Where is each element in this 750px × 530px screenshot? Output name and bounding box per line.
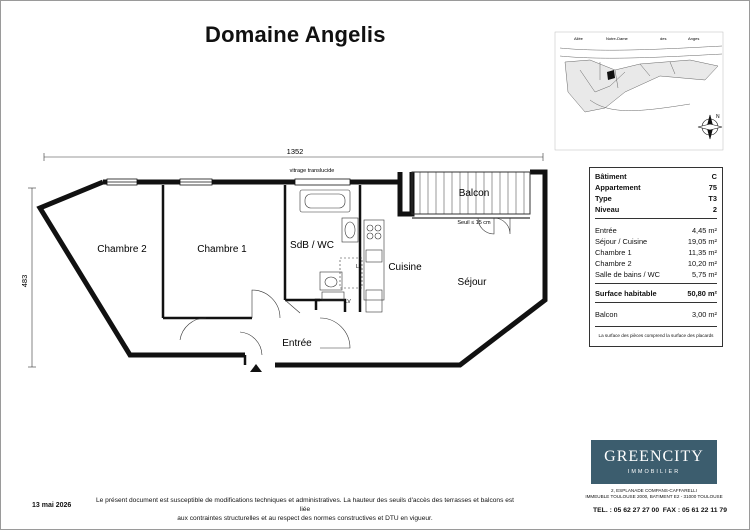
company-tel: TEL. : 05 62 27 27 00 [593,507,660,514]
compass-label: N [716,114,720,120]
site-street-3: des [660,36,667,41]
info-batiment: Bâtiment C [595,172,717,181]
entrance-marker [250,364,262,372]
info-note: La surface des pièces comprend la surface des placards [598,333,714,338]
exterior-walls [40,172,545,365]
room-chambre-1: Chambre 1 [197,244,247,255]
site-plan [555,32,723,150]
company-fax: FAX : 05 61 22 11 79 [662,507,727,514]
dimension-height-label: 483 [20,274,29,288]
room-chambre-2: Chambre 2 [97,244,147,255]
site-street-4: Anges [688,36,700,41]
company-address: 2, ESPLANADE COMPANS-CAFFARELLI IMMEUBLE TOULOUSE 2000, BATIMENT E2 - 31000 TOULOUSE [585,488,723,499]
surface-chambre-1: Chambre 1 11,35 m² [595,248,717,257]
surface-habitable: Surface habitable 50,80 m² [595,289,717,298]
document-date: 13 mai 2026 [32,502,72,509]
info-separator [595,218,717,219]
apartment-info-table [589,167,723,347]
site-street-2: Notre-Dame [606,36,628,41]
room-balcon: Balcon [458,188,490,199]
dimension-height [28,188,36,367]
surface-entree: Entrée 4,45 m² [595,226,717,235]
info-separator-3 [595,302,717,303]
room-entree: Entrée [282,338,312,349]
room-sejour: Séjour [457,277,487,288]
surface-sdb-wc: Salle de bains / WC 5,75 m² [595,270,717,279]
info-type: Type T3 [595,194,717,203]
site-street-1: Allée [574,36,583,41]
info-appartement: Appartement 75 [595,183,717,192]
info-niveau: Niveau 2 [595,205,717,214]
surface-chambre-2: Chambre 2 10,20 m² [595,259,717,268]
dimension-width-label: 1352 [286,147,304,156]
logo-tagline: IMMOBILIER [627,469,681,475]
room-sdb-wc: SdB / WC [290,240,334,251]
info-separator-2 [595,283,717,284]
project-title: Domaine Angelis [205,22,386,47]
logo-name: GREENCITY [604,448,704,465]
surface-sejour-cuisine: Séjour / Cuisine 19,05 m² [595,237,717,246]
info-separator-4 [595,326,717,327]
surface-balcon: Balcon 3,00 m² [595,310,717,319]
vitrage-annotation: vitrage translucide [289,168,335,174]
room-cuisine: Cuisine [388,262,422,273]
appliance-lv: LV [345,299,351,305]
seuil-annotation: Seuil ≤ 15 cm [457,220,491,226]
greencity-logo [591,440,717,484]
appliance-ll: LL [356,264,362,270]
disclaimer: Le présent document est susceptible de modifications techniques et administratives. La hauteur des seuils d'accès des terrasses et balcons est liée aux contraintes structurelles et au respect des normes constructives et DTU en vigueur. [96,497,514,522]
